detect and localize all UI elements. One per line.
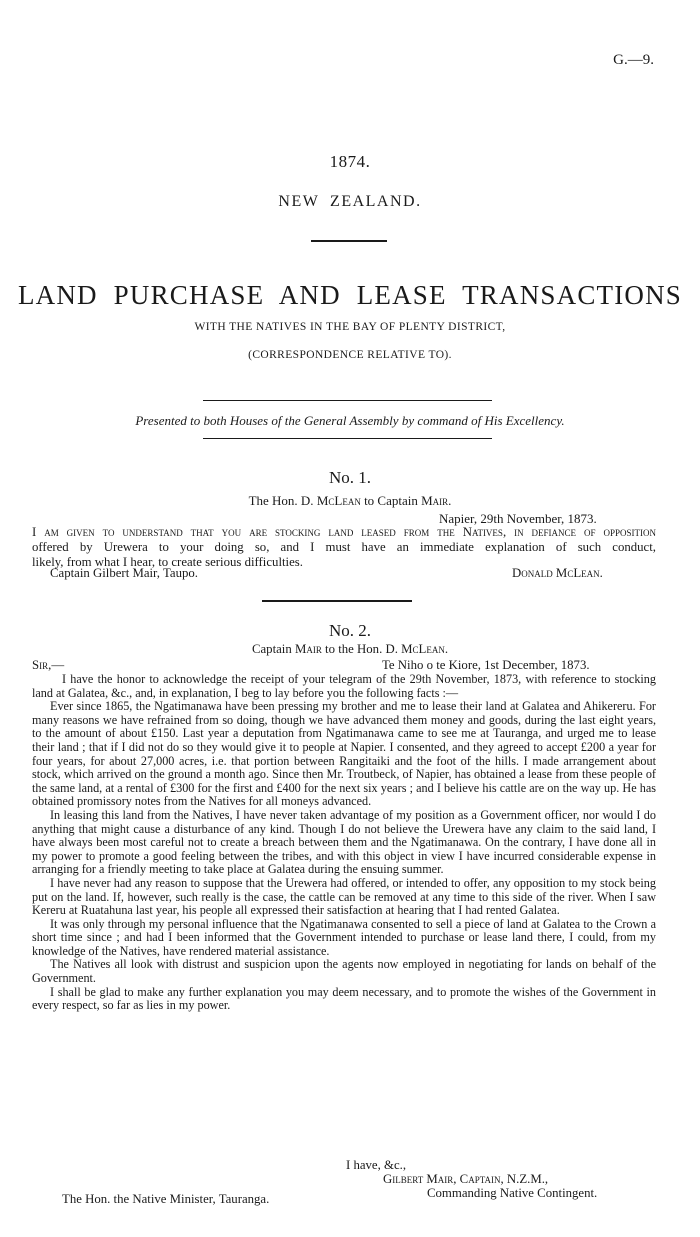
letter2-paragraph: I shall be glad to make any further explanation you may deem necessary, and to promote the wishes of the Government in every respect, so far as lies in my power. — [32, 984, 656, 1013]
letter2-number: No. 2. — [328, 621, 372, 640]
letter2-signature-title: Commanding Native Contingent. — [427, 1186, 598, 1200]
letter2-paragraph: It was only through my personal influence that the Ngatimanawa consented to sell a piece of land at Galatea to the Crown a short time since ; and had I been informed that the Government intended to purchase or lease land there, I could, from my knowledge of the Natives, have rendered material assistance. — [32, 916, 656, 958]
letter1-signature: Donald McLean. — [512, 566, 603, 580]
letter-divider — [262, 600, 412, 602]
letter2-paragraph: I have never had any reason to suppose that the Urewera had offered, or intended to offer, any opposition to my stock being put on the land. If, however, such really is the case, the cattle can be removed at any time to this side of the river. When I saw Kereru at Ruatahuna last year, his people all expressed their satisfaction at hearing that I had rented Galatea. — [32, 875, 656, 918]
letter2-heading: Captain Mair to the Hon. D. McLean. — [251, 642, 449, 656]
title-divider — [311, 240, 387, 242]
letter2-body — [32, 673, 656, 1013]
letter2-paragraph: The Natives all look with distrust and suspicion upon the agents now employed in negotiating for lands on behalf of the Government. — [32, 957, 656, 986]
letter2-signature: Gilbert Mair, Captain, N.Z.M., — [383, 1172, 549, 1186]
letter1-addressee: Captain Gilbert Mair, Taupo. — [50, 566, 198, 580]
main-title: LAND PURCHASE AND LEASE TRANSACTIONS — [17, 280, 683, 310]
page-code: G.—9. — [613, 52, 654, 68]
correspondence-line: (CORRESPONDENCE RELATIVE TO). — [248, 349, 452, 361]
letter1-line: I am given to understand that you are stocking land leased from the Natives, in defiance of opposition — [32, 525, 656, 539]
letter2-paragraph: I have the honor to acknowledge the receipt of your telegram of the 29th November, 1873, with reference to stocking land at Galatea, &c., and, in explanation, I beg to lay before you the following facts :— — [32, 672, 656, 700]
letter2-paragraph: Ever since 1865, the Ngatimanawa have been pressing my brother and me to lease their land at Galatea and Ahikereru. For many reasons we have refrained from so doing, though we have advanced them money and goods, during the last eight years, to the amount of about £150. Last year a deputation from Ngatimanawa came to see me at Tauranga, and urged me to lease their land ; that if I did not do so they would give it to people at Napier. I consented, and they agreed to accept £200 a year for four years, for about 27,000 acres, i.e. that portion between Rangitaiki and the foot of the hills. I made arrangement about stock, which arrived on the ground a month ago. Since then Mr. Troutbeck, of Napier, has obtained a lease from these people of the same land, at a rental of £300 for the first and £400 for the next six years ; and I believe his cattle are on the way up. He has obtained promissory notes from the Natives for all moneys advanced. — [32, 699, 656, 809]
letter2-addressee: The Hon. the Native Minister, Tauranga. — [62, 1192, 270, 1206]
presented-rule-top — [203, 400, 492, 401]
subtitle: WITH THE NATIVES IN THE BAY OF PLENTY DISTRICT, — [194, 321, 506, 333]
letter1-line: offered by Urewera to your doing so, and I must have an immediate explanation of such conduct, — [32, 540, 656, 554]
letter2-closing: I have, &c., — [346, 1158, 407, 1172]
letter1-heading: The Hon. D. McLean to Captain Mair. — [248, 493, 452, 508]
presented-line: Presented to both Houses of the General Assembly by command of His Excellency. — [135, 413, 565, 428]
document-country: NEW ZEALAND. — [278, 193, 422, 210]
letter1-place-date: Napier, 29th November, 1873. — [439, 511, 597, 526]
presented-rule-bottom — [203, 438, 492, 439]
letter2-salutation: Sir,— — [32, 658, 65, 672]
letter1-line: likely, from what I hear, to create serious difficulties. — [32, 555, 303, 569]
letter2-place-date: Te Niho o te Kiore, 1st December, 1873. — [382, 658, 590, 672]
letter2-paragraph: In leasing this land from the Natives, I have never taken advantage of my position as a Government officer, nor would I do anything that might cause a disturbance of any kind. Though I do not believe the Urewera have any claim to the said land, I have always been most careful not to create a breach between them and the Ngatimanawa. On the contrary, I have done all in my power to promote a good feeling between the tribes, and with this object in view I have incurred considerable expense in arranging for a friendly meeting to take place at Galatea during the ensuing summer. — [32, 807, 656, 877]
letter1-number: No. 1. — [328, 468, 372, 487]
letter1-body — [32, 525, 656, 570]
document-year: 1874. — [329, 152, 371, 171]
